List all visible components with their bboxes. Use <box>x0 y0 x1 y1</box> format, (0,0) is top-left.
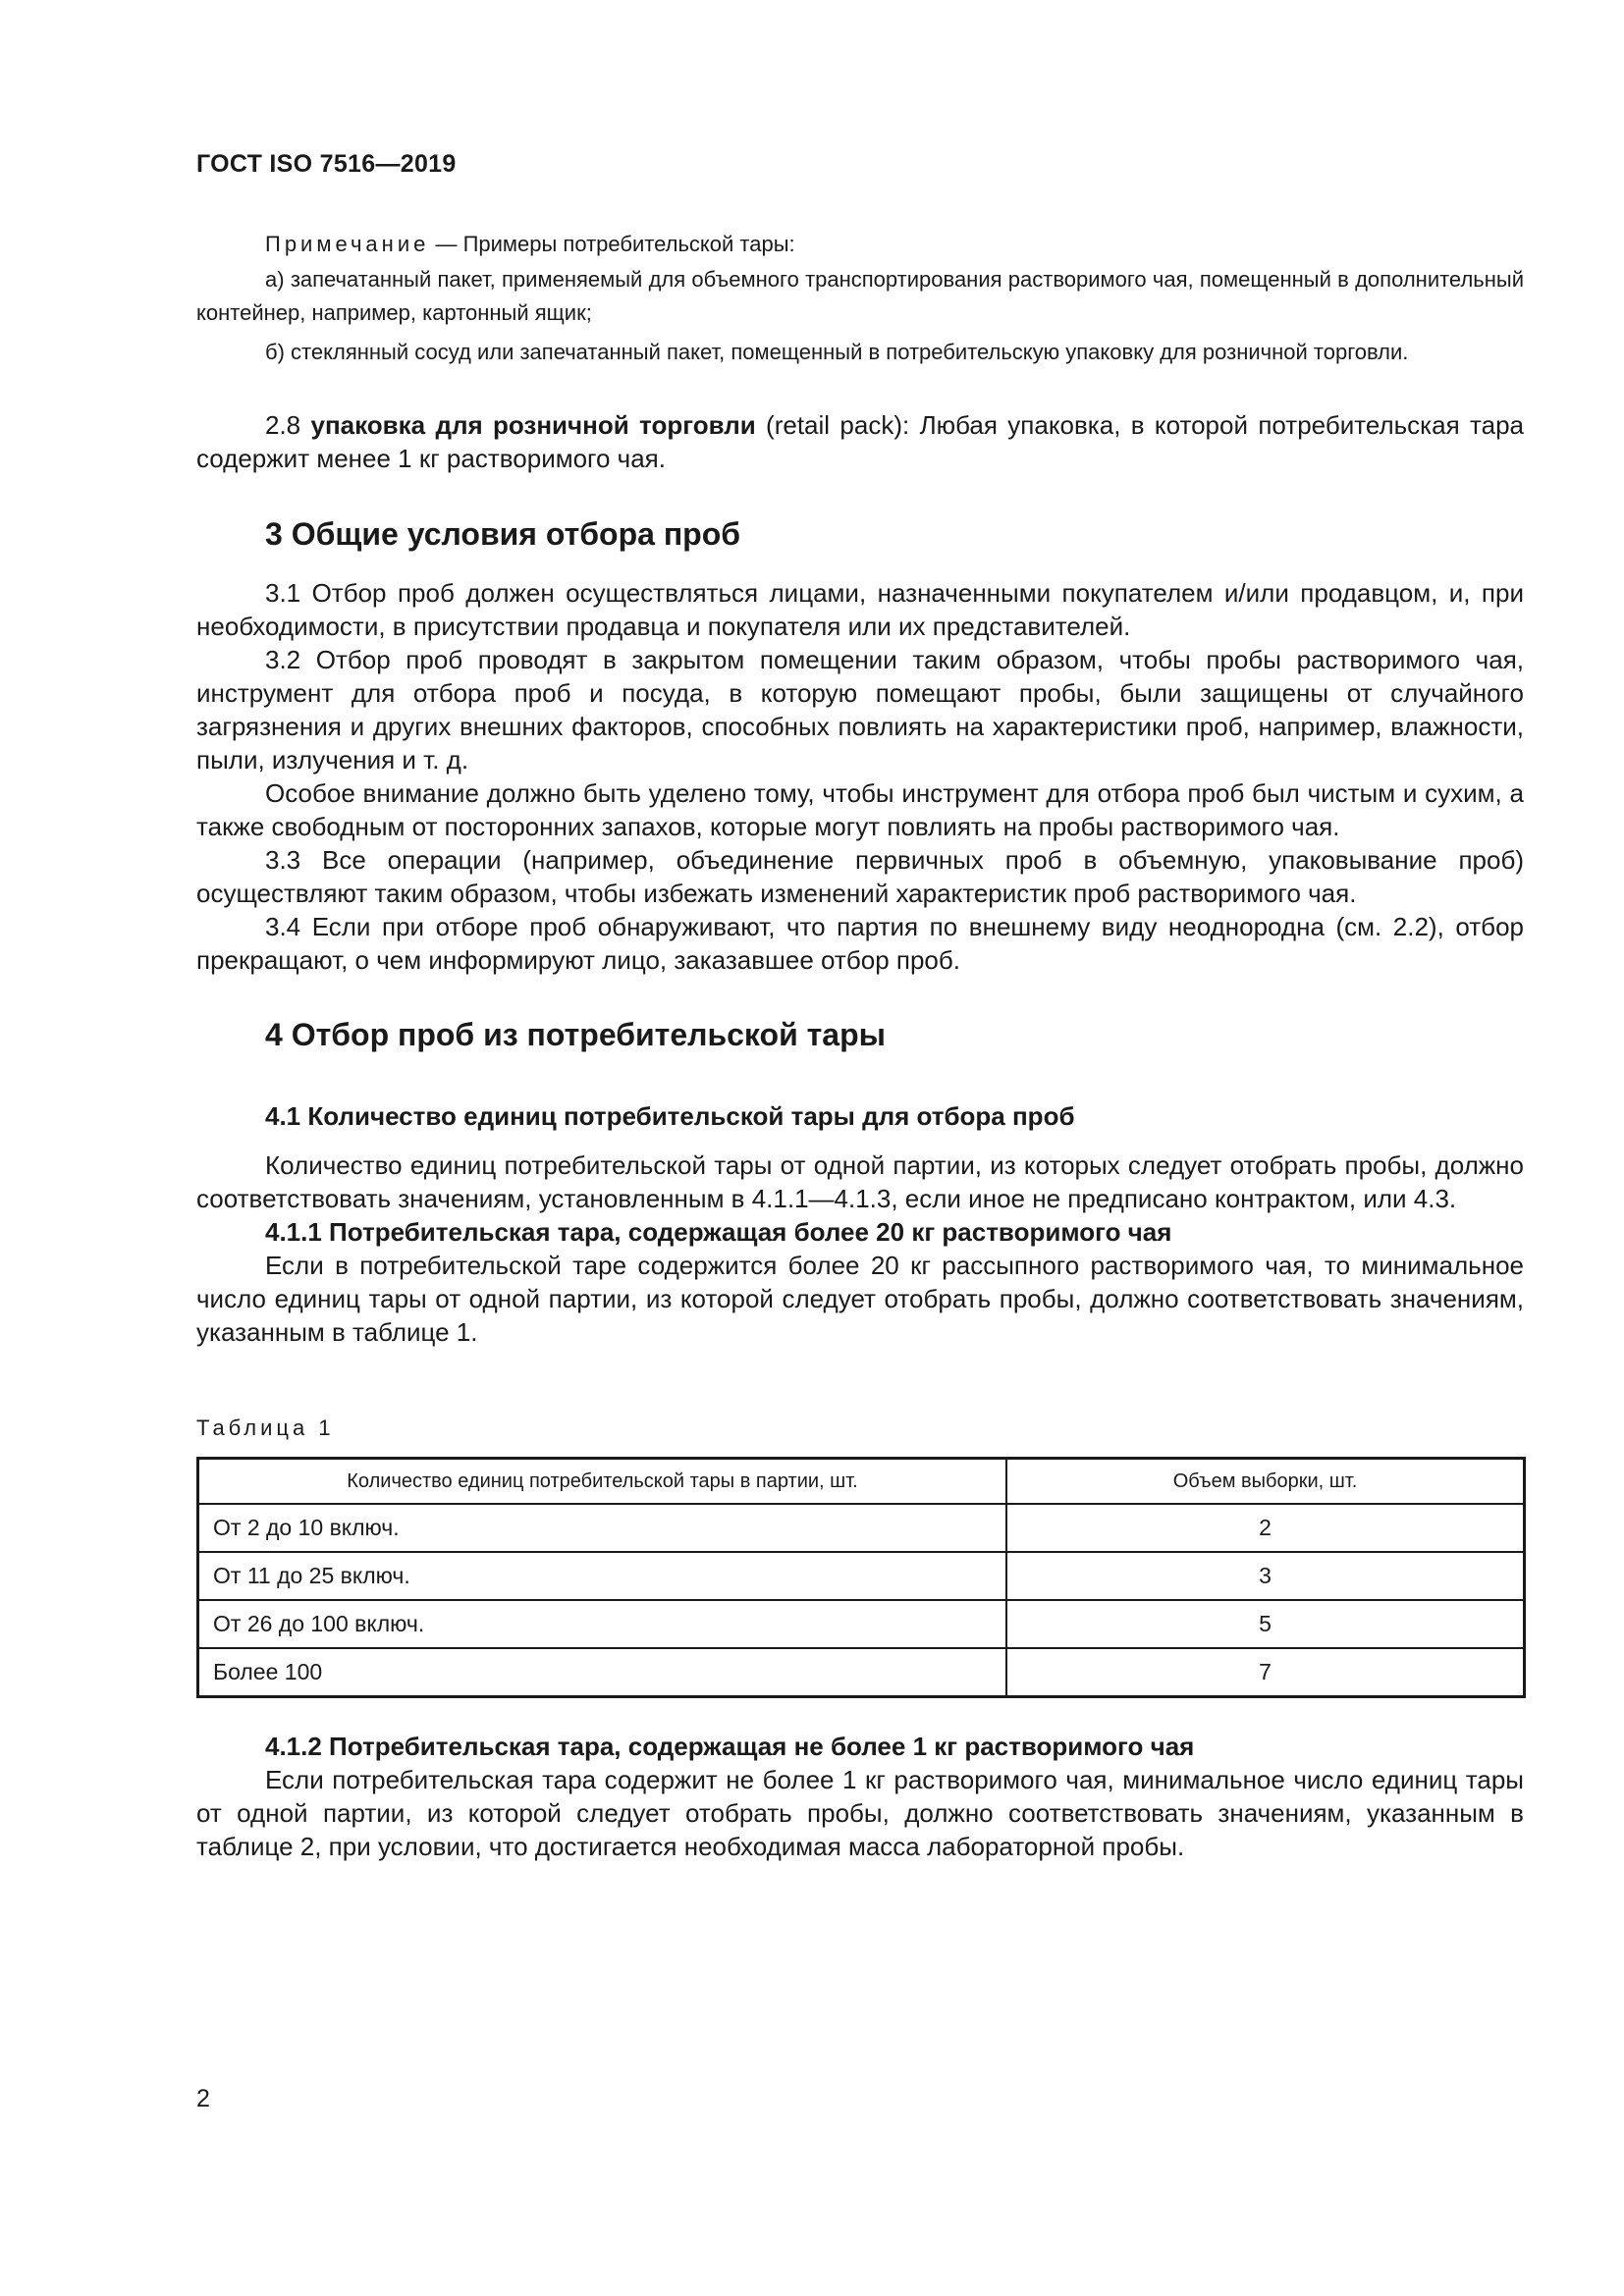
table-cell: 5 <box>1006 1600 1525 1648</box>
note-item-a: а) запечатанный пакет, применяемый для объемного транспортирования растворимого чая, помещенный в дополнительный контейнер, например, картонный ящик; <box>196 267 1524 325</box>
definition-rest: (retail pack): Любая упаковка, в которой потребительская тара содержит менее 1 кг растворимого чая. <box>196 410 1525 473</box>
clause-3-3: 3.3 Все операции (например, объединение первичных проб в объемную, упаковывание проб) осуществляют таким образом, чтобы избежать изменений характеристик проб растворимого чая. <box>196 845 1524 908</box>
subsection-4-1-2 <box>196 1730 1524 1863</box>
clause-3-2: 3.2 Отбор проб проводят в закрытом помещении таким образом, чтобы пробы растворимого чая, инструмент для отбора проб и посуда, в которую помещают пробы, были защищены от случайного загрязнения и других внешних факторов, способных повлиять на характеристики проб, например, влажности, пыли, излучения и т. д. <box>196 645 1524 774</box>
subsection-4-1-2-heading: 4.1.2 Потребительская тара, содержащая не более 1 кг растворимого чая <box>265 1732 1195 1761</box>
note-item-b: б) стеклянный сосуд или запечатанный пакет, помещенный в потребительскую упаковку для розничной торговли. <box>265 340 1409 364</box>
table-1 <box>196 1457 1526 1698</box>
table-header-cell: Количество единиц потребительской тары в партии, шт. <box>198 1459 1007 1505</box>
clause-3-2-note: Особое внимание должно быть уделено тому, чтобы инструмент для отбора проб был чистым и сухим, а также свободным от посторонних запахов, которые могут повлиять на пробы растворимого чая. <box>196 778 1524 841</box>
table-cell: 3 <box>1006 1552 1525 1600</box>
table-row <box>198 1504 1525 1552</box>
table-row <box>198 1552 1525 1600</box>
page-number: 2 <box>196 2085 210 2112</box>
clause-3-4: 3.4 Если при отборе проб обнаруживают, что партия по внешнему виду неоднородна (см. 2.2), отбор прекращают, о чем информируют лицо, заказавшее отбор проб. <box>196 912 1524 975</box>
table-cell: 2 <box>1006 1504 1525 1552</box>
table-cell: От 26 до 100 включ. <box>198 1600 1007 1648</box>
document-code: ГОСТ ISO 7516—2019 <box>196 150 457 178</box>
note-block <box>196 228 1524 369</box>
clause-3-1: 3.1 Отбор проб должен осуществляться лицами, назначенными покупателем и/или продавцом, и, при необходимости, в присутствии продавца и покупателя или их представителей. <box>196 578 1524 641</box>
subsection-4-1-body <box>196 1148 1524 1349</box>
table-1-caption: Таблица 1 <box>196 1415 335 1440</box>
table-cell: От 2 до 10 включ. <box>198 1504 1007 1552</box>
subsection-4-1-2-text: Если потребительская тара содержит не более 1 кг растворимого чая, минимальное число единиц тары от одной партии, из которой следует отобрать пробы, должно соответствовать значениям, указанным в таблице 2, при условии, что достигается необходимая масса лабораторной пробы. <box>196 1765 1524 1861</box>
document-page <box>196 0 1524 2296</box>
table-header-cell: Объем выборки, шт. <box>1006 1459 1525 1505</box>
definition-2-8-text <box>196 408 1524 475</box>
subsection-4-1-1-text: Если в потребительской таре содержится более 20 кг рассыпного растворимого чая, то минимальное число единиц тары от одной партии, из которой следует отобрать пробы, должно соответствовать значениям, указанным в таблице 1. <box>196 1251 1524 1347</box>
definition-number: 2.8 <box>265 410 311 440</box>
subsection-4-1-text: Количество единиц потребительской тары от одной партии, из которых следует отобрать пробы, должно соответствовать значениям, установленным в 4.1.1—4.1.3, если иное не предписано контрактом, или 4.3. <box>196 1150 1524 1213</box>
note-intro-text: — Примеры потребительской тары: <box>429 232 795 256</box>
definition-2-8 <box>196 408 1524 475</box>
table-row <box>198 1648 1525 1697</box>
subsection-4-1-heading: 4.1 Количество единиц потребительской тары для отбора проб <box>265 1101 1075 1131</box>
note-label: Примечание <box>265 232 430 256</box>
table-cell: 7 <box>1006 1648 1525 1697</box>
note-intro <box>196 228 1524 261</box>
definition-term: упаковка для розничной торговли <box>310 410 756 440</box>
table-header-row <box>198 1459 1525 1505</box>
table-cell: Более 100 <box>198 1648 1007 1697</box>
section-3-heading: 3 Общие условия отбора проб <box>265 516 741 552</box>
section-3-body <box>196 576 1524 977</box>
subsection-4-1-1-heading: 4.1.1 Потребительская тара, содержащая более 20 кг растворимого чая <box>265 1217 1172 1247</box>
table-row <box>198 1600 1525 1648</box>
section-4-heading: 4 Отбор проб из потребительской тары <box>265 1017 886 1052</box>
table-cell: От 11 до 25 включ. <box>198 1552 1007 1600</box>
